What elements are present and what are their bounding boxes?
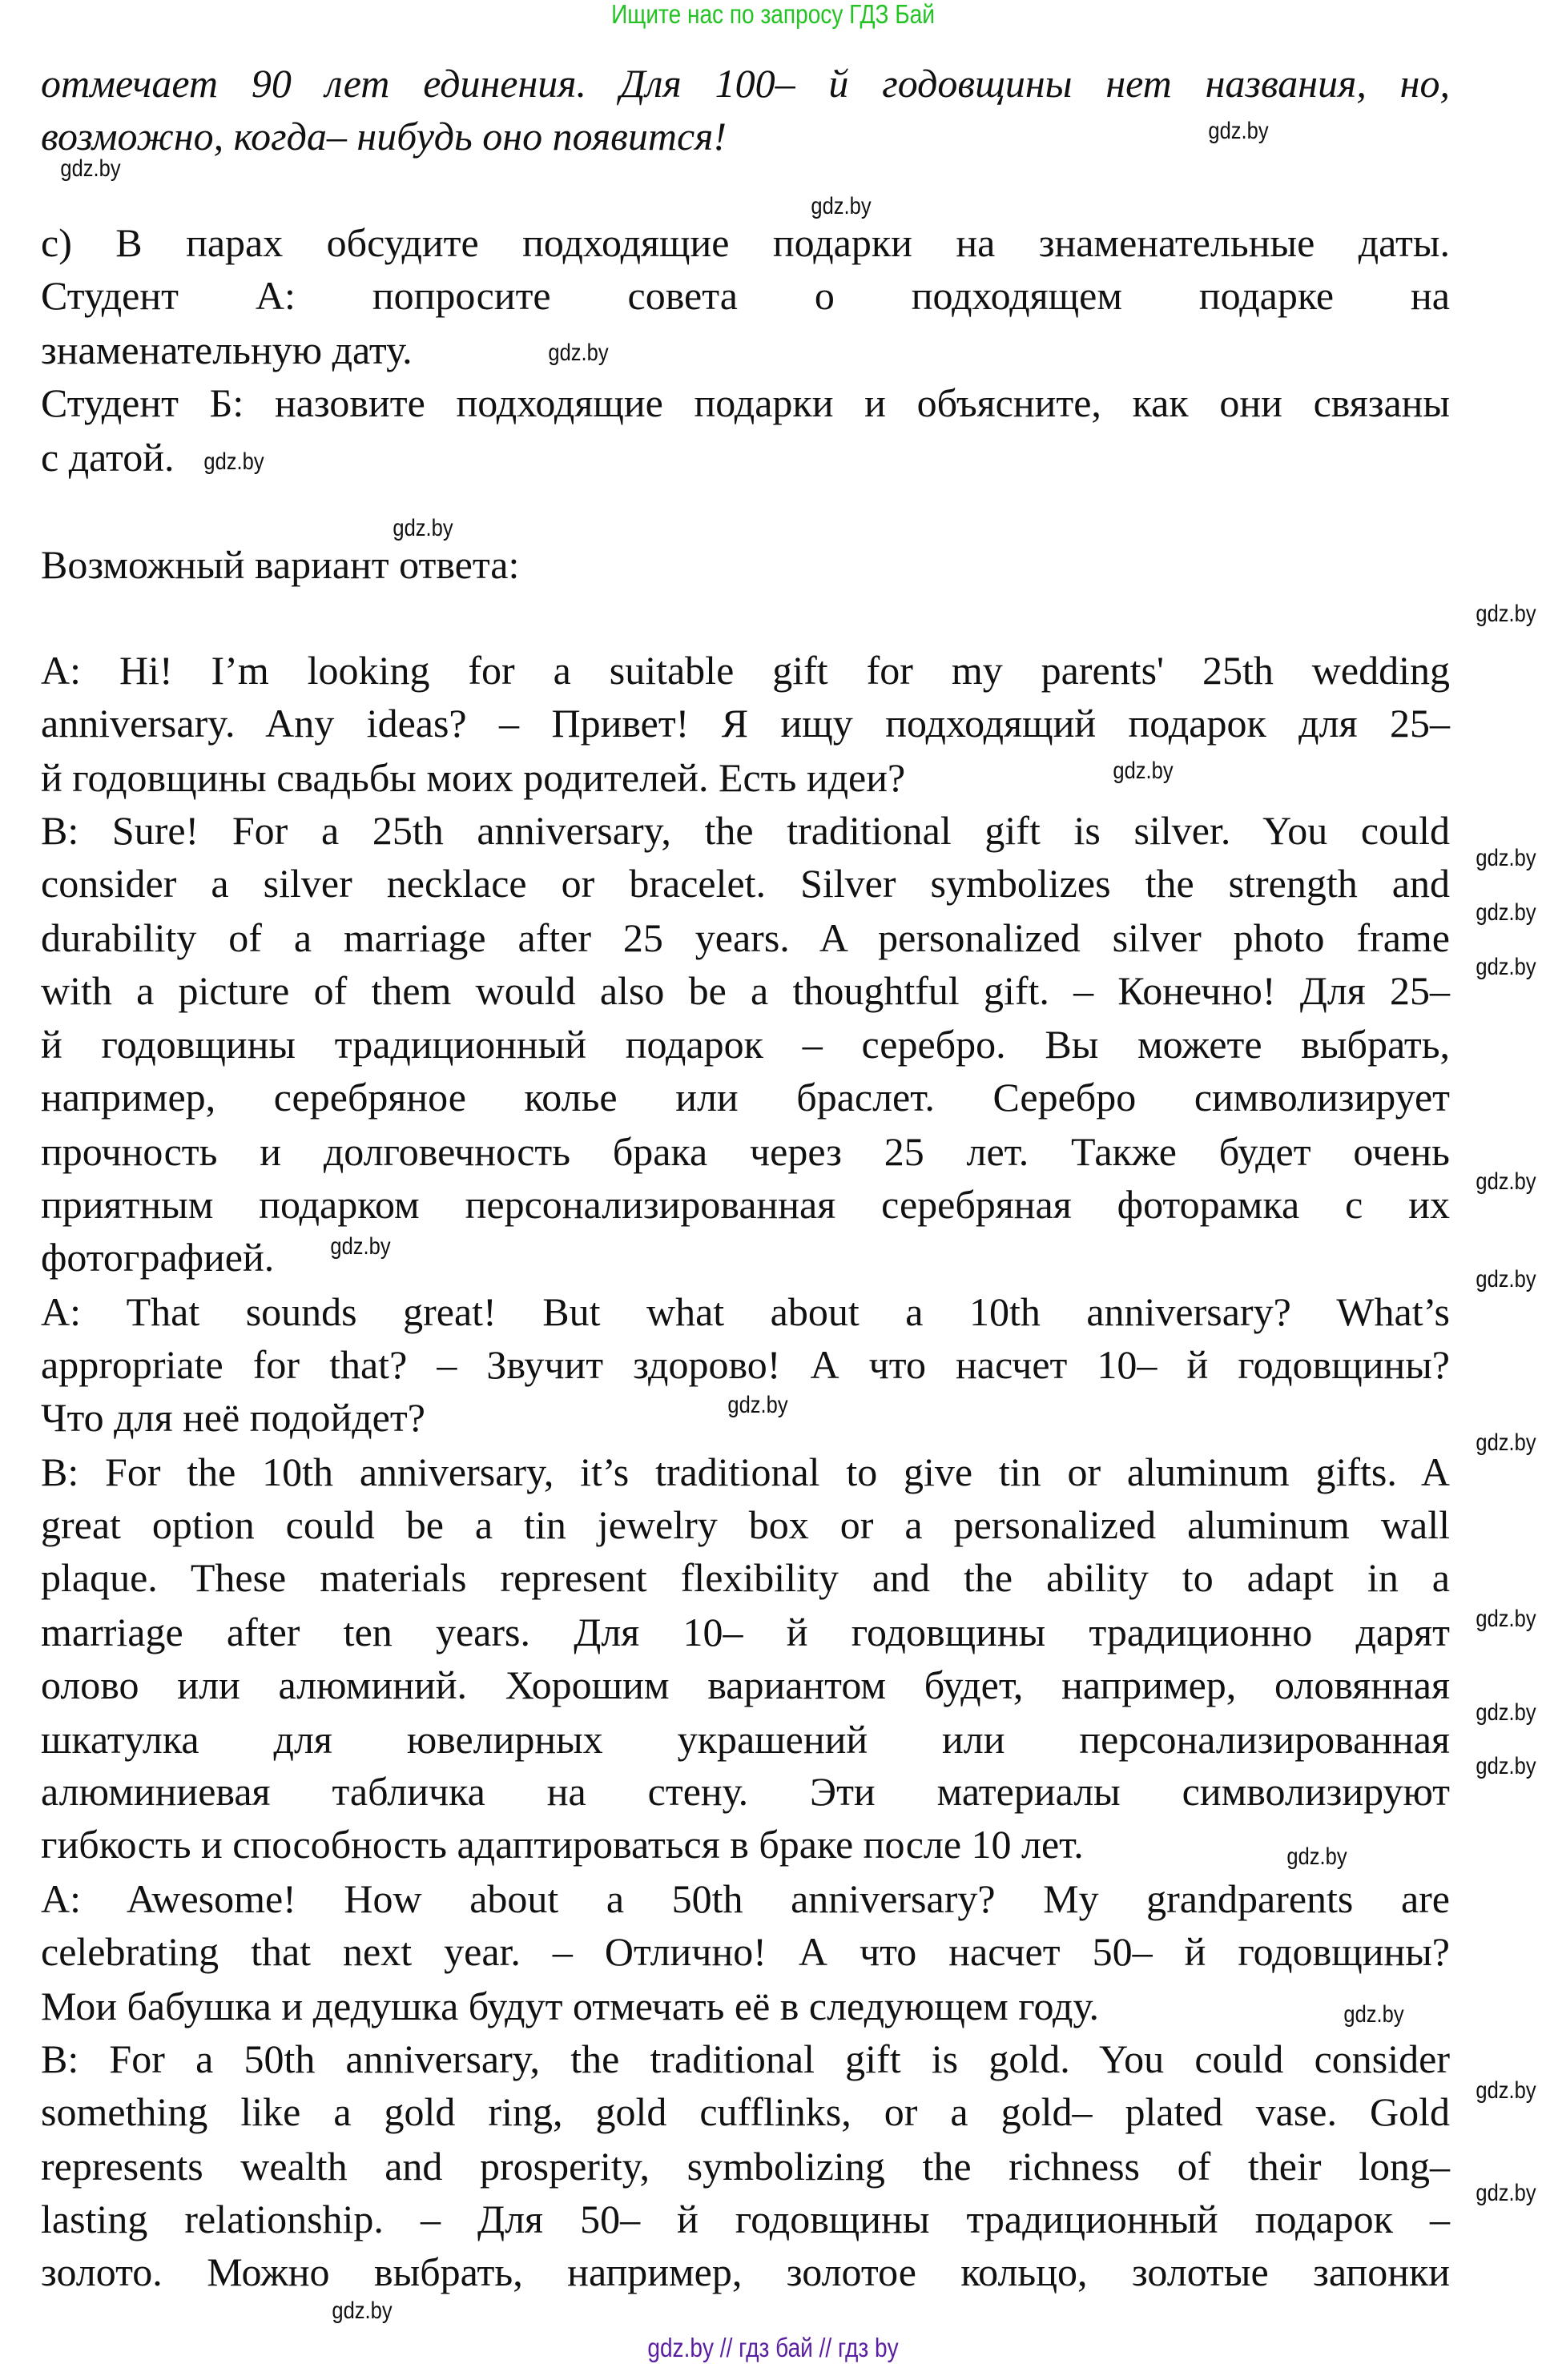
text-line-content: represents wealth and prosperity, symbolizing the richness of their long–: [41, 2144, 1450, 2189]
text-line: [41, 1125, 1450, 1178]
text-line: [41, 751, 1450, 804]
text-line-content: with a picture of them would also be a thoughtful gift. – Конечно! Для 25–: [41, 968, 1450, 1013]
text-line: [41, 2085, 1450, 2138]
text-line: [41, 964, 1450, 1017]
watermark-text: gdz.by: [332, 2298, 393, 2324]
watermark-text: gdz.by: [1476, 2180, 1536, 2206]
text-line-content: Возможный вариант ответа:: [41, 542, 520, 587]
text-line: [41, 1606, 1450, 1658]
watermark-text: gdz.by: [1113, 758, 1174, 784]
text-line-content: алюминиевая табличка на стену. Эти материалы символизируют: [41, 1769, 1450, 1814]
text-line-content: возможно, когда– нибудь оно появится!: [41, 114, 727, 159]
text-line: [41, 1285, 1450, 1338]
watermark-text: gdz.by: [1208, 118, 1269, 144]
text-line: [41, 2032, 1450, 2085]
watermark-text: gdz.by: [1476, 1429, 1536, 1456]
text-line-content: олово или алюминий. Хорошим вариантом будет, например, оловянная: [41, 1662, 1450, 1707]
text-line: [41, 1338, 1450, 1391]
text-line-content: lasting relationship. – Для 50– й годовщины традиционный подарок –: [41, 2197, 1450, 2241]
text-line: [41, 376, 1450, 429]
search-hint-banner: Ищите нас по запросу ГДЗ Бай: [611, 0, 935, 29]
text-line-content: anniversary. Any ideas? – Привет! Я ищу подходящий подарок для 25–: [41, 701, 1450, 746]
text-line-content: прочность и долговечность брака через 25 лет. Также будет очень: [41, 1129, 1450, 1174]
text-line-content: золото. Можно выбрать, например, золотое кольцо, золотые запонки: [41, 2249, 1451, 2294]
watermark-text: gdz.by: [60, 155, 121, 182]
text-line: [41, 1231, 1450, 1284]
text-line-content: A: That sounds great! But what about a 10th anniversary? What’s: [41, 1289, 1450, 1334]
text-line: [41, 1178, 1450, 1231]
text-line: [41, 1445, 1450, 1498]
watermark-text: gdz.by: [1476, 1699, 1536, 1726]
text-line-content: celebrating that next year. – Отлично! А что насчет 50– й годовщины?: [41, 1929, 1450, 1974]
watermark-text: gdz.by: [1476, 1606, 1536, 1632]
text-line-content: й годовщины традиционный подарок – серебро. Вы можете выбрать,: [41, 1022, 1450, 1067]
text-line-content: B: Sure! For a 25th anniversary, the traditional gift is silver. You could: [41, 808, 1450, 853]
text-line: [41, 216, 1450, 269]
text-line: [41, 1765, 1450, 1818]
watermark-text: gdz.by: [1476, 1168, 1536, 1195]
text-line-content: great option could be a tin jewelry box or a personalized aluminum wall: [41, 1502, 1450, 1547]
text-line: [41, 324, 1450, 376]
watermark-text: gdz.by: [1286, 1843, 1347, 1870]
text-line-content: Студент Б: назовите подходящие подарки и объясните, как они связаны: [41, 380, 1450, 425]
watermark-text: gdz.by: [727, 1392, 788, 1418]
text-line-content: приятным подарком персонализированная серебряная фоторамка с их: [41, 1182, 1450, 1227]
text-line-content: B: For a 50th anniversary, the traditional gift is gold. You could consider: [41, 2036, 1451, 2081]
text-line: [41, 1713, 1450, 1766]
text-line: [41, 1071, 1450, 1124]
watermark-text: gdz.by: [1476, 1753, 1536, 1779]
text-line-content: something like a gold ring, gold cufflinks, or a gold– plated vase. Gold: [41, 2089, 1450, 2134]
text-line-content: шкатулка для ювелирных украшений или персонализированная: [41, 1717, 1450, 1762]
text-line-content: A: Hi! I’m looking for a suitable gift for my parents' 25th wedding: [41, 648, 1450, 693]
text-line-content: отмечает 90 лет единения. Для 100– й годовщины нет названия, но,: [41, 61, 1450, 106]
watermark-text: gdz.by: [548, 340, 609, 366]
watermark-text: gdz.by: [393, 515, 453, 541]
text-line: [41, 1818, 1450, 1871]
text-line: [41, 1551, 1450, 1604]
text-line-content: plaque. These materials represent flexibility and the ability to adapt in a: [41, 1555, 1450, 1600]
text-line-content: Что для неё подойдет?: [41, 1395, 425, 1440]
text-line-content: consider a silver necklace or bracelet. Silver symbolizes the strength and: [41, 861, 1450, 906]
text-line: [41, 2245, 1450, 2298]
text-line: [41, 1498, 1450, 1551]
text-line-content: знаменательную дату.: [41, 328, 413, 372]
text-line-content: фотографией.: [41, 1235, 275, 1280]
text-line: [41, 538, 1450, 591]
text-line: [41, 2193, 1450, 2245]
text-line-content: например, серебряное колье или браслет. Серебро символизирует: [41, 1075, 1450, 1120]
text-line-content: й годовщины свадьбы моих родителей. Есть идеи?: [41, 755, 906, 800]
text-line: [41, 644, 1450, 697]
text-line-content: marriage after ten years. Для 10– й годовщины традиционно дарят: [41, 1610, 1450, 1654]
text-line: [41, 1658, 1450, 1711]
watermark-text: gdz.by: [1476, 954, 1536, 980]
text-line: [41, 857, 1450, 910]
text-line-content: appropriate for that? – Звучит здорово! А что насчет 10– й годовщины?: [41, 1342, 1450, 1387]
watermark-text: gdz.by: [811, 193, 872, 219]
text-line: [41, 1925, 1450, 1978]
watermark-text: gdz.by: [1476, 845, 1536, 871]
text-line: [41, 697, 1450, 750]
text-line-content: Студент А: попросите совета о подходящем подарке на: [41, 273, 1450, 318]
text-line: [41, 269, 1450, 322]
text-line: [41, 57, 1450, 110]
watermark-text: gdz.by: [1476, 601, 1536, 627]
text-line-content: Мои бабушка и дедушка будут отмечать её в следующем году.: [41, 1984, 1099, 2028]
text-line: [41, 1872, 1450, 1925]
text-line-content: с датой.: [41, 435, 175, 480]
text-line: [41, 1980, 1450, 2032]
watermark-text: gdz.by: [1476, 1266, 1536, 1293]
text-line-content: гибкость и способность адаптироваться в браке после 10 лет.: [41, 1822, 1084, 1867]
text-line-content: A: Awesome! How about a 50th anniversary? My grandparents are: [41, 1876, 1450, 1921]
text-line-content: B: For the 10th anniversary, it’s traditional to give tin or aluminum gifts. A: [41, 1449, 1450, 1494]
text-line: [41, 804, 1450, 857]
watermark-text: gdz.by: [330, 1233, 391, 1260]
text-line: [41, 911, 1450, 964]
watermark-text: gdz.by: [1476, 899, 1536, 926]
text-line-content: durability of a marriage after 25 years. A personalized silver photo frame: [41, 915, 1450, 960]
watermark-text: gdz.by: [1476, 2077, 1536, 2104]
footer-links: gdz.by // гдз бай // гдз by: [647, 2333, 899, 2362]
watermark-text: gdz.by: [1343, 2001, 1404, 2028]
text-line: [41, 1018, 1450, 1071]
watermark-text: gdz.by: [203, 448, 264, 475]
text-line: [41, 2140, 1450, 2193]
text-line-content: c) В парах обсудите подходящие подарки на знаменательные даты.: [41, 220, 1450, 265]
